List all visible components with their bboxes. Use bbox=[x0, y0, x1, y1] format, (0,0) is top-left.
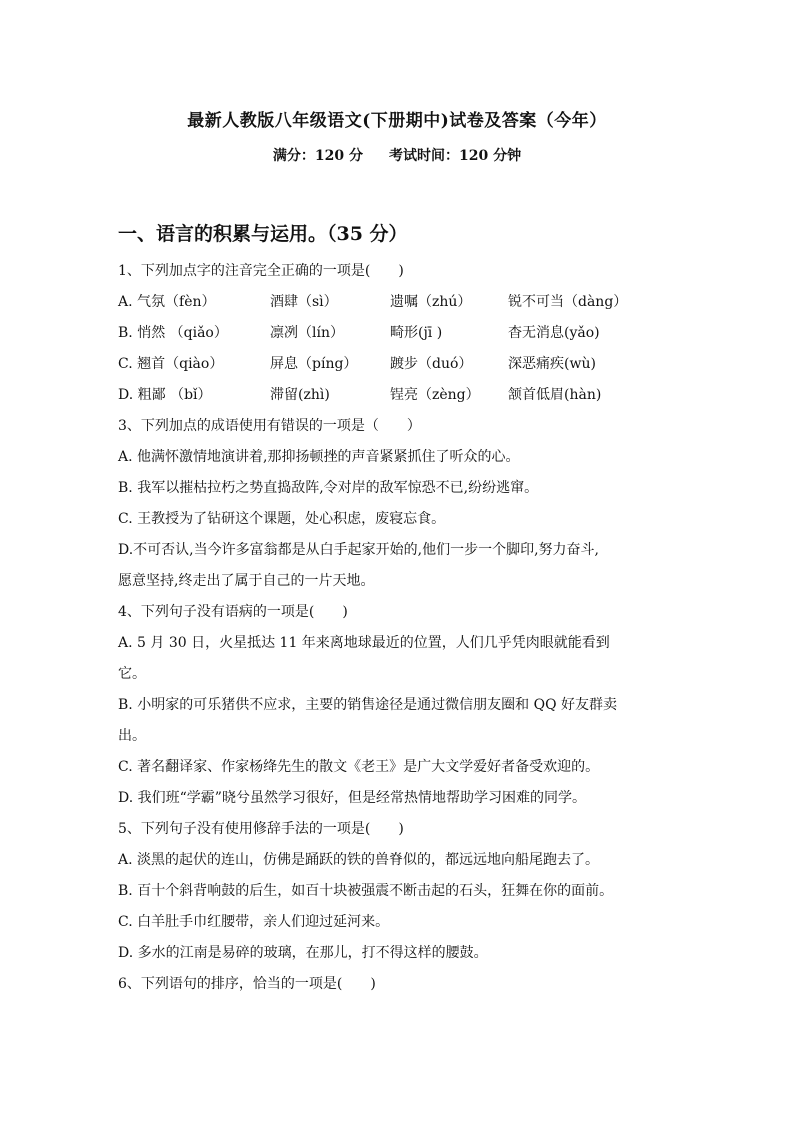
option-cell: B. 悄然 （qiǎo） bbox=[118, 325, 228, 341]
option-cell: 锐不可当（dàng） bbox=[508, 294, 628, 310]
option-row bbox=[118, 318, 684, 349]
answer-option: C. 著名翻译家、作家杨绛先生的散文《老王》是广大文学爱好者备受欢迎的。 bbox=[118, 759, 600, 775]
question-stem: 5、下列句子没有使用修辞手法的一项是( ) bbox=[118, 821, 404, 837]
answer-option: D.不可否认,当今许多富翁都是从白手起家开始的,他们一步一个脚印,努力奋斗, bbox=[118, 542, 599, 558]
full-score: 满分：120 分 bbox=[272, 148, 363, 164]
answer-option: B. 百十个斜背响鼓的后生，如百十块被强震不断击起的石头，狂舞在你的面前。 bbox=[118, 883, 614, 899]
option-cell: 遗嘱（zhú） bbox=[390, 294, 472, 310]
exam-subtitle bbox=[0, 145, 794, 165]
option-cell: 酒肆（sì） bbox=[270, 294, 338, 310]
answer-option: A. 5 月 30 日，火星抵达 11 年来离地球最近的位置，人们几乎凭肉眼就能看到 bbox=[118, 635, 610, 651]
option-row bbox=[118, 287, 684, 318]
option-row bbox=[118, 380, 684, 411]
answer-option-continuation: 它。 bbox=[118, 666, 146, 682]
question-stem: 1、下列加点字的注音完全正确的一项是( ) bbox=[118, 263, 404, 279]
option-cell: 踱步（duó） bbox=[390, 356, 473, 372]
option-cell: 深恶痛疾(wù) bbox=[508, 356, 596, 372]
option-cell: A. 气氛（fèn） bbox=[118, 294, 216, 310]
answer-option: B. 小明家的可乐猪供不应求，主要的销售途径是通过微信朋友圈和 QQ 好友群卖 bbox=[118, 697, 618, 713]
option-cell: 凛冽（lín） bbox=[270, 325, 344, 341]
option-cell: 滞留(zhì) bbox=[270, 387, 330, 403]
answer-option-continuation: 愿意坚持,终走出了属于自己的一片天地。 bbox=[118, 573, 375, 589]
questions bbox=[118, 256, 684, 1000]
answer-option: D. 多水的江南是易碎的玻璃，在那儿，打不得这样的腰鼓。 bbox=[118, 945, 488, 961]
answer-option: A. 淡黑的起伏的连山，仿佛是踊跃的铁的兽脊似的，都远远地向船尾跑去了。 bbox=[118, 852, 600, 868]
answer-option-continuation: 出。 bbox=[118, 728, 146, 744]
exam-title: 最新人教版八年级语文(下册期中)试卷及答案（今年） bbox=[187, 111, 607, 131]
answer-option: A. 他满怀激情地演讲着,那抑扬顿挫的声音紧紧抓住了听众的心。 bbox=[118, 449, 520, 465]
option-cell: D. 粗鄙 （bǐ） bbox=[118, 387, 212, 403]
exam-time: 考试时间：120 分钟 bbox=[389, 148, 522, 164]
answer-option: D. 我们班“学霸”晓兮虽然学习很好，但是经常热情地帮助学习困难的同学。 bbox=[118, 790, 586, 806]
option-cell: 屏息（píng） bbox=[270, 356, 358, 372]
question-stem: 6、下列语句的排序，恰当的一项是( ) bbox=[118, 976, 376, 992]
answer-option: B. 我军以摧枯拉朽之势直捣敌阵,令对岸的敌军惊恐不已,纷纷逃窜。 bbox=[118, 480, 539, 496]
option-row bbox=[118, 349, 684, 380]
option-cell: 畸形(jī ) bbox=[390, 325, 443, 341]
section-heading: 一、语言的积累与运用。（35 分） bbox=[118, 223, 408, 245]
option-cell: 杳无消息(yǎo) bbox=[508, 325, 600, 341]
option-cell: 锃亮（zèng） bbox=[390, 387, 480, 403]
question-stem: 4、下列句子没有语病的一项是( ) bbox=[118, 604, 348, 620]
option-cell: 颔首低眉(hàn) bbox=[508, 387, 602, 403]
question-stem: 3、下列加点的成语使用有错误的一项是（ ） bbox=[118, 418, 421, 434]
option-cell: C. 翘首（qiào） bbox=[118, 356, 224, 372]
answer-option: C. 王教授为了钻研这个课题，处心积虑，废寝忘食。 bbox=[118, 511, 446, 527]
answer-option: C. 白羊肚手巾红腰带，亲人们迎过延河来。 bbox=[118, 914, 390, 930]
